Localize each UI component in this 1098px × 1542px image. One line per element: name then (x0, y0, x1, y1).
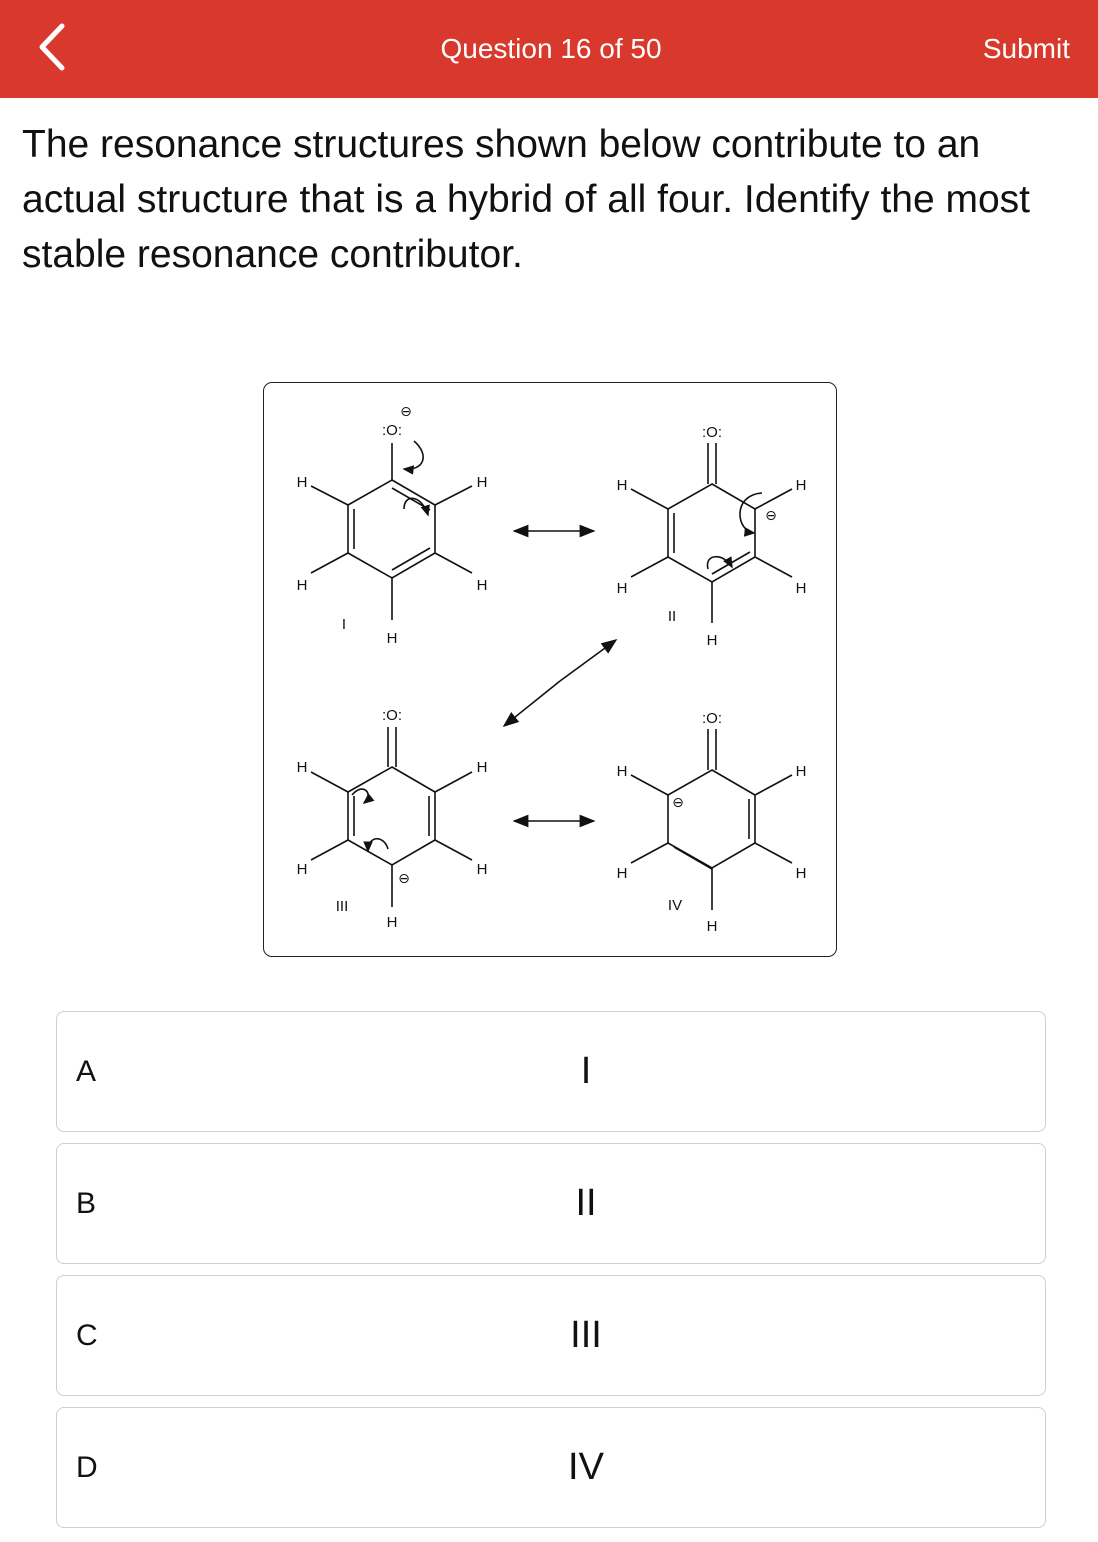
submit-button[interactable]: Submit (982, 33, 1070, 64)
structure-4 (631, 729, 792, 910)
option-text: I (580, 1050, 592, 1092)
structure-2-h: H (616, 477, 628, 494)
structure-2-charge: ⊖ (765, 507, 777, 523)
structure-3-h: H (296, 861, 308, 878)
structure-2-h: H (616, 580, 628, 597)
structure-4-oxygen: :O: (701, 710, 723, 727)
structure-3-oxygen: :O: (381, 707, 403, 724)
structure-4-h: H (616, 865, 628, 882)
option-letter: D (76, 1451, 98, 1484)
structure-4-h: H (706, 918, 718, 935)
option-text: III (570, 1314, 602, 1356)
structure-1-h: H (386, 630, 398, 647)
option-a[interactable] (56, 1011, 1046, 1132)
structure-4-charge: ⊖ (672, 794, 684, 810)
structure-3-label: III (335, 898, 349, 915)
resonance-structures-figure (264, 383, 838, 958)
structure-4-h: H (795, 763, 807, 780)
option-letter: A (76, 1055, 97, 1088)
option-letter: B (76, 1187, 97, 1220)
structure-1-h: H (476, 577, 488, 594)
option-letter: C (76, 1319, 98, 1352)
structure-3-h: H (296, 759, 308, 776)
question-counter: Question 16 of 50 (440, 33, 662, 64)
structure-1-h: H (296, 474, 308, 491)
resonance-diagram (263, 382, 837, 957)
structure-2 (631, 443, 792, 623)
option-text: II (575, 1182, 597, 1224)
structure-3 (311, 727, 472, 907)
structure-4-h: H (795, 865, 807, 882)
option-text: IV (568, 1446, 604, 1488)
answer-options (56, 1011, 1046, 1539)
option-d[interactable] (56, 1407, 1046, 1528)
resonance-arrow-ii-iii (504, 681, 560, 726)
structure-4-h: H (616, 763, 628, 780)
structure-2-h: H (795, 580, 807, 597)
top-bar (0, 0, 1098, 98)
structure-2-oxygen: :O: (701, 424, 723, 441)
structure-4-label: IV (667, 897, 683, 914)
structure-2-h: H (795, 477, 807, 494)
option-c[interactable] (56, 1275, 1046, 1396)
structure-1-charge: ⊖ (400, 403, 412, 419)
resonance-arrows (504, 531, 616, 821)
structure-1-oxygen: :O: (381, 422, 403, 439)
structure-3-h: H (476, 759, 488, 776)
structure-1 (311, 441, 472, 620)
structure-1-h: H (476, 474, 488, 491)
option-b[interactable] (56, 1143, 1046, 1264)
structure-2-h: H (706, 632, 718, 649)
question-text: The resonance structures shown below contribute to an actual structure that is a hybrid of all four. Identify the most stable resonance contributor. (22, 123, 1031, 276)
structure-1-h: H (296, 577, 308, 594)
structure-3-h: H (476, 861, 488, 878)
structure-2-label: II (667, 608, 677, 625)
resonance-arrow-ii-iii (560, 640, 616, 681)
structure-3-charge: ⊖ (398, 870, 410, 886)
structure-1-label: I (341, 616, 347, 633)
structure-3-h: H (386, 914, 398, 931)
